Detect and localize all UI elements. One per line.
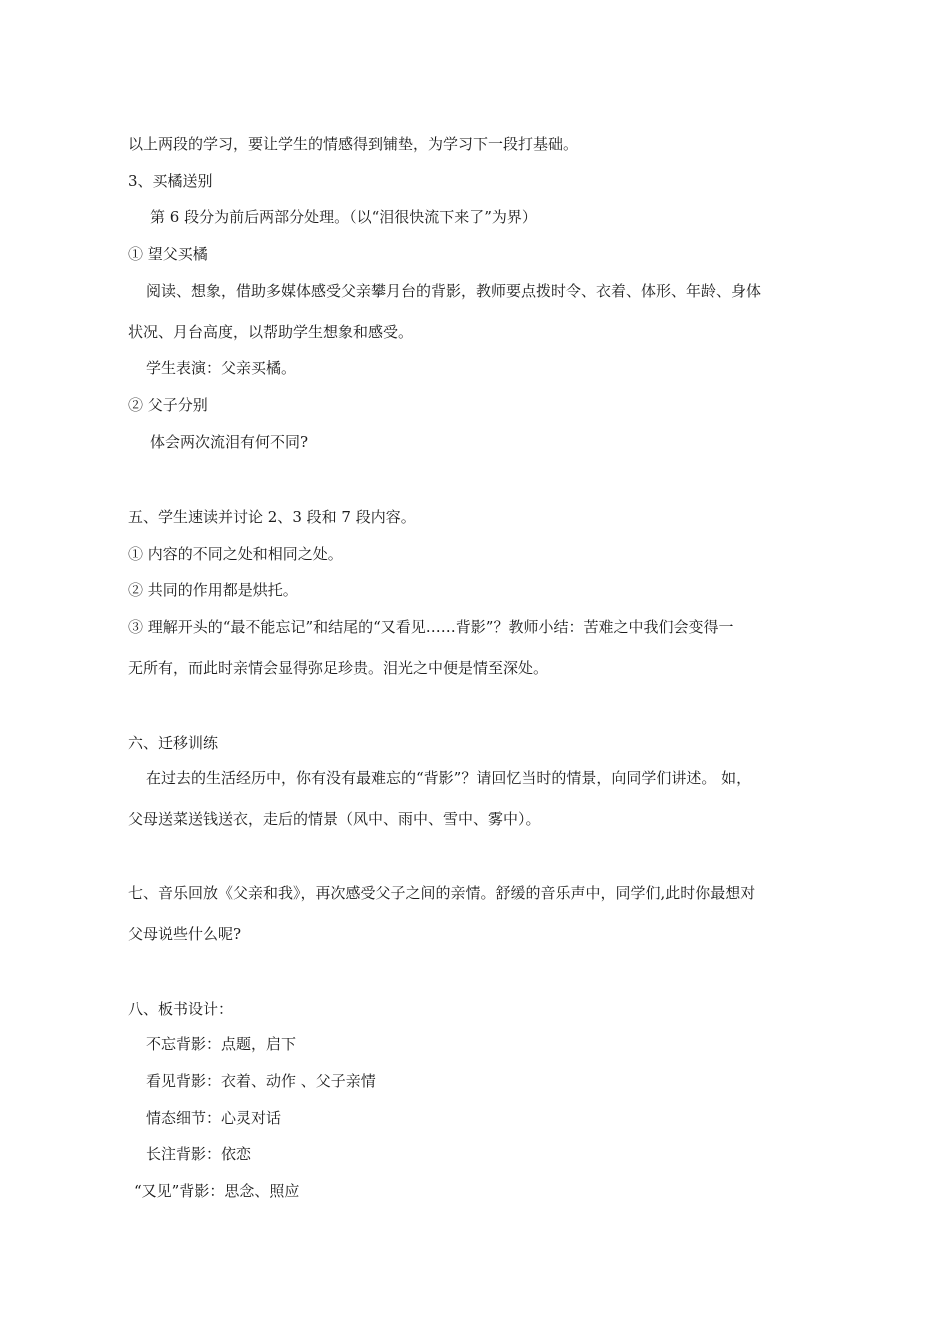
- paragraph-text: 状况、月台高度，以帮助学生想象和感受。: [128, 323, 414, 341]
- subheading: ② 父子分别: [128, 396, 208, 414]
- paragraph-text: 无所有，而此时亲情会显得弥足珍贵。泪光之中便是情至深处。: [128, 659, 549, 677]
- paragraph-text: 以上两段的学习，要让学生的情感得到铺垫，为学习下一段打基础。: [128, 135, 579, 153]
- board-design-line: 长注背影：依恋: [146, 1145, 252, 1163]
- paragraph-text: 学生表演：父亲买橘。: [146, 359, 297, 377]
- paragraph-text: 体会两次流泪有何不同?: [150, 433, 309, 451]
- list-item: ③ 理解开头的“最不能忘记”和结尾的“又看见……背影”？教师小结：苦难之中我们会变得一: [128, 618, 734, 636]
- paragraph-text: 阅读、想象，借助多媒体感受父亲攀月台的背影，教师要点拨时令、衣着、体形、年龄、身体: [146, 282, 762, 300]
- subheading: ① 望父买橘: [128, 245, 208, 263]
- list-item: ① 内容的不同之处和相同之处。: [128, 545, 343, 563]
- board-design-line: 情态细节：心灵对话: [146, 1109, 282, 1127]
- paragraph-text: 父母说些什么呢?: [128, 925, 242, 943]
- list-item: ② 共同的作用都是烘托。: [128, 581, 298, 599]
- paragraph-text: 在过去的生活经历中，你有没有最难忘的“背影”？请回忆当时的情景，向同学们讲述。 如，: [146, 769, 752, 787]
- section-heading: 六、迁移训练: [128, 734, 219, 752]
- section-heading: 五、学生速读并讨论 2、3 段和 7 段内容。: [128, 508, 416, 526]
- board-design-line: 看见背影：衣着、动作 、父子亲情: [146, 1072, 376, 1090]
- board-design-line: 不忘背影：点题，启下: [146, 1035, 297, 1053]
- section-heading: 七、音乐回放《父亲和我》，再次感受父子之间的亲情。舒缓的音乐声中，同学们,此时你最想对: [128, 884, 756, 902]
- board-design-line: “又见”背影：思念、照应: [134, 1182, 300, 1200]
- section-heading: 八、板书设计：: [128, 1000, 234, 1018]
- section-heading: 3、买橘送别: [128, 172, 213, 190]
- paragraph-text: 第 6 段分为前后两部分处理。（以“泪很快流下来了”为界）: [150, 208, 537, 226]
- paragraph-text: 父母送菜送钱送衣，走后的情景（风中、雨中、雪中、雾中）。: [128, 810, 541, 828]
